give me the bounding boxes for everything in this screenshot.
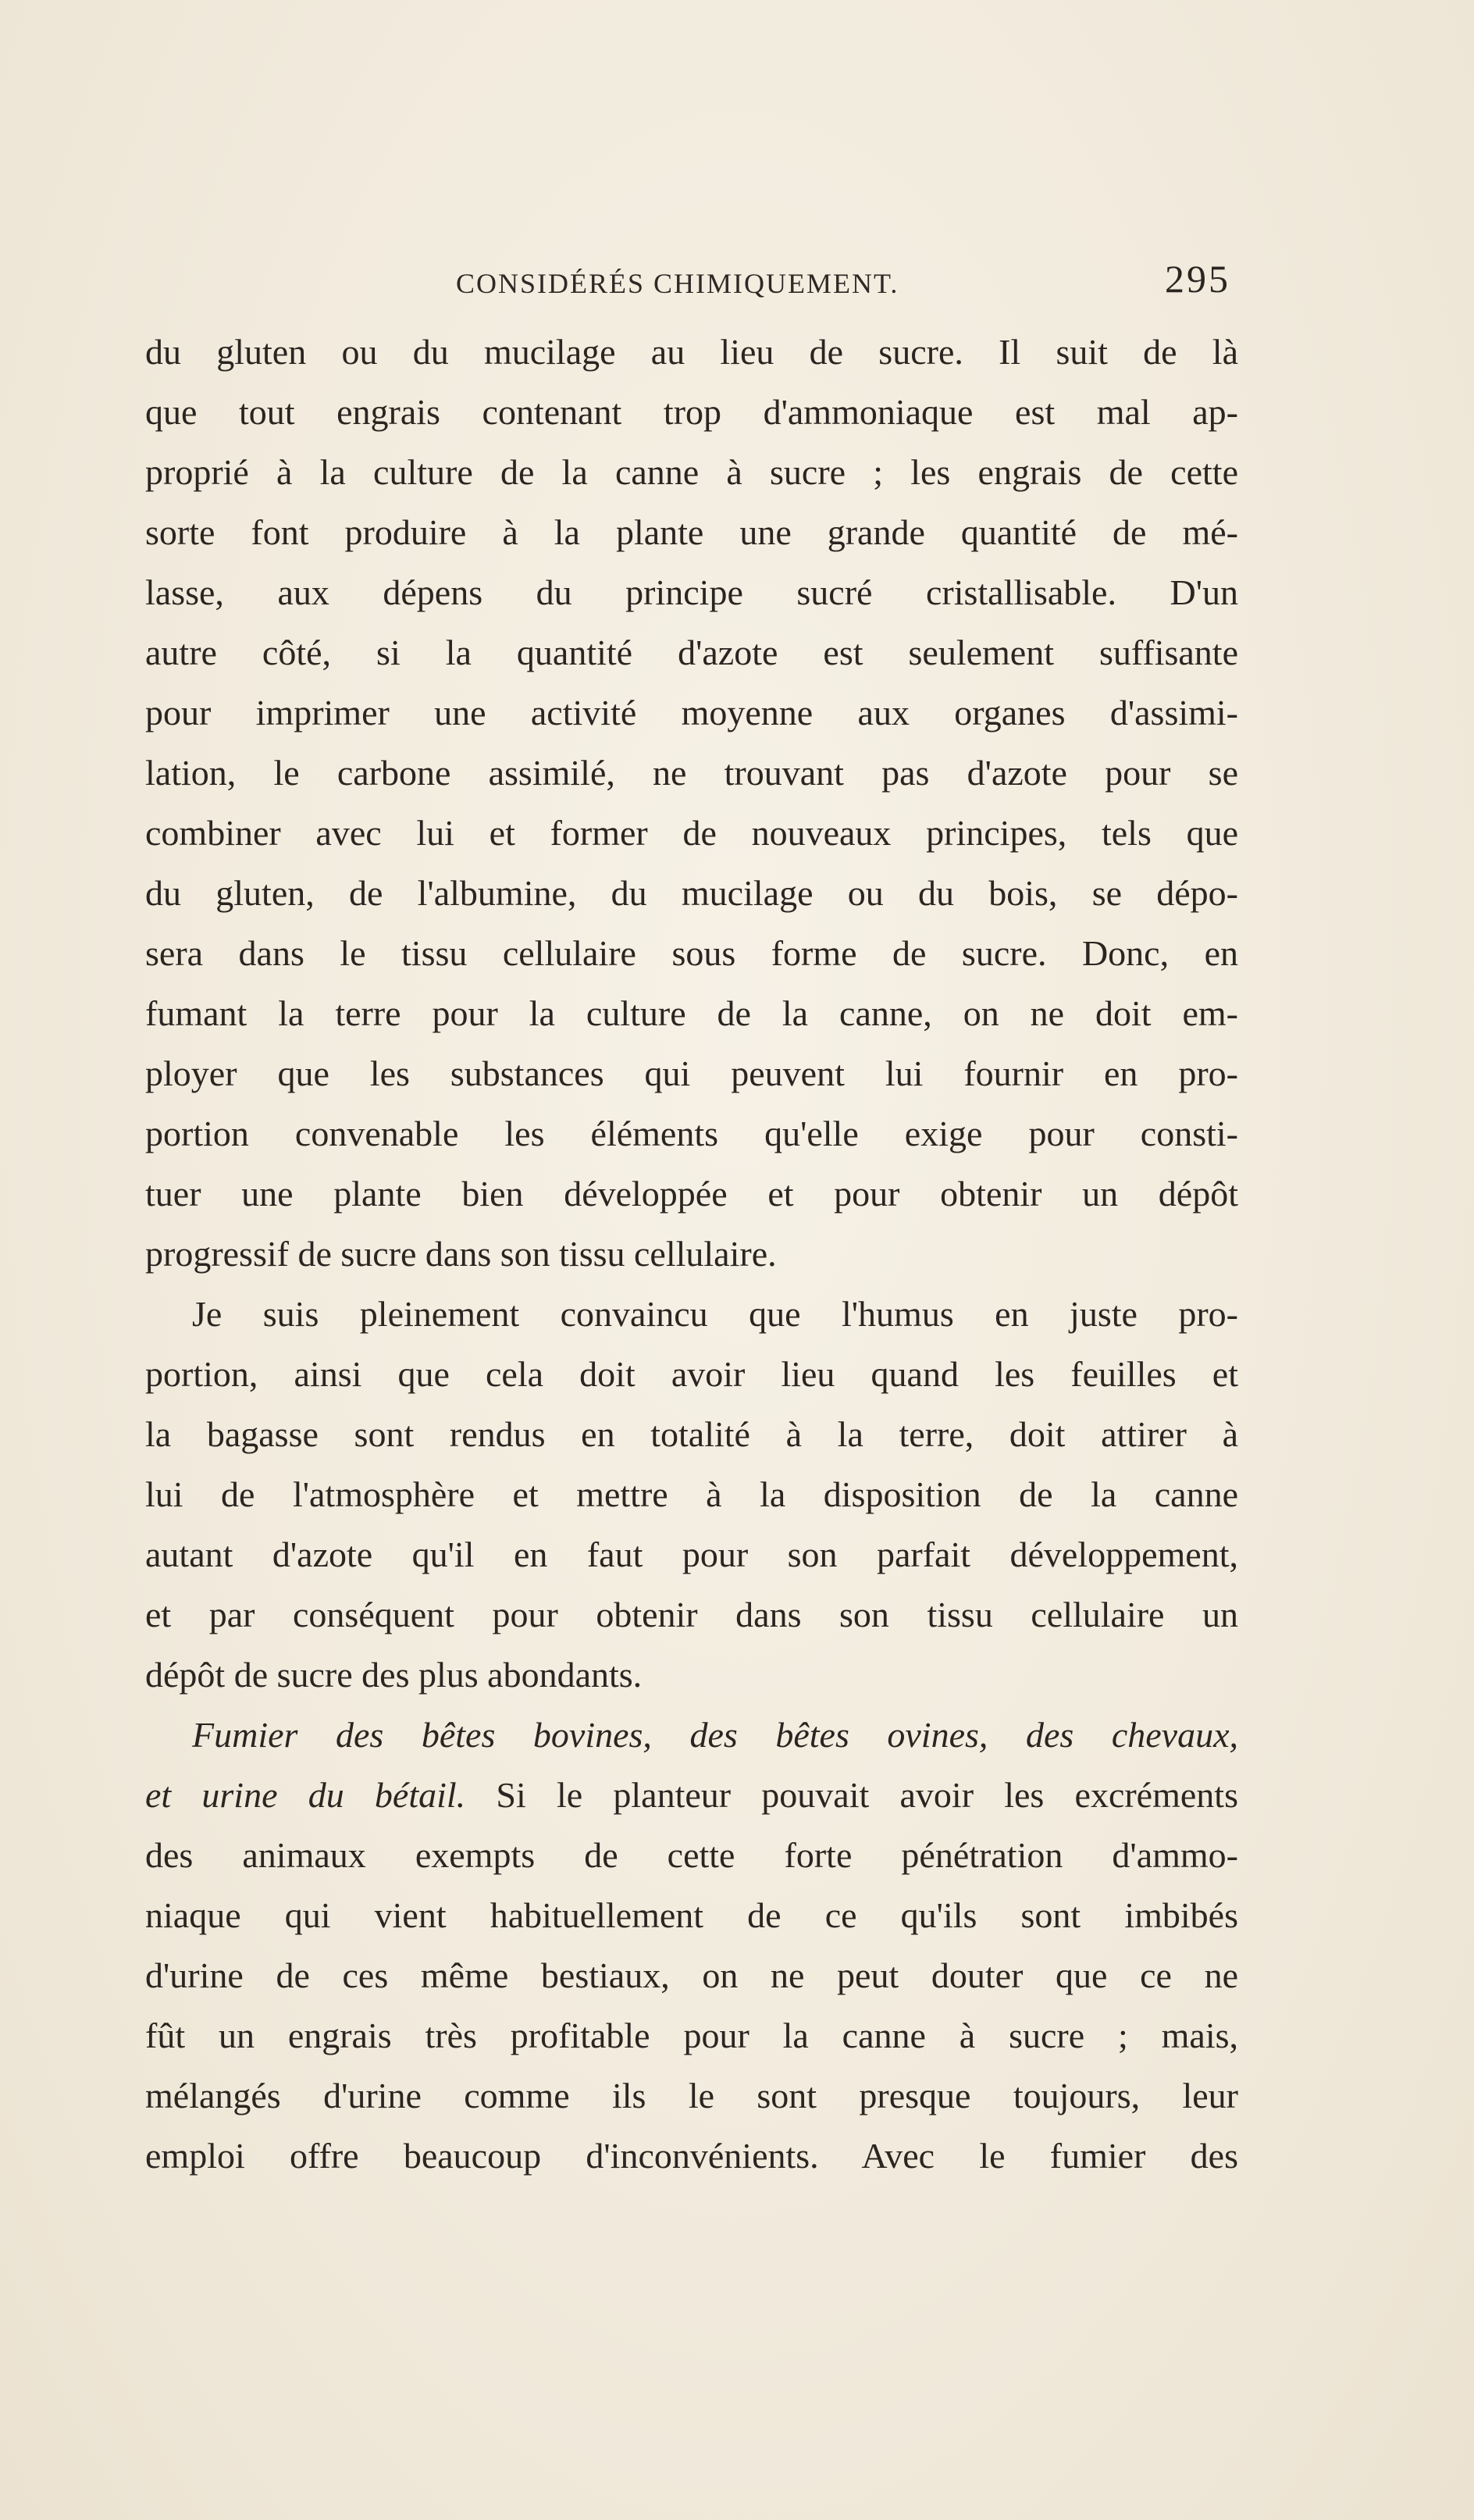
text-line: fût un engrais très profitable pour la canne à sucre ; mais,	[145, 2016, 1238, 2055]
text-line: portion convenable les éléments qu'elle exige pour consti-	[145, 1114, 1238, 1153]
text-line: portion, ainsi que cela doit avoir lieu quand les feuilles et	[145, 1354, 1238, 1394]
section-heading-italic: et urine du bétail.	[145, 1775, 466, 1815]
text-run: Si le planteur pouvait avoir les excréments	[465, 1775, 1238, 1815]
text-line: tuer une plante bien développée et pour obtenir un dépôt	[145, 1174, 1238, 1214]
text-line: lui de l'atmosphère et mettre à la disposition de la canne	[145, 1474, 1238, 1514]
text-line: autre côté, si la quantité d'azote est seulement suffisante	[145, 633, 1238, 672]
running-head: CONSIDÉRÉS CHIMIQUEMENT.	[456, 268, 899, 299]
text-line: pour imprimer une activité moyenne aux organes d'assimi-	[145, 693, 1238, 732]
text-line: proprié à la culture de la canne à sucre ; les engrais de cette	[145, 452, 1238, 492]
text-line: d'urine de ces même bestiaux, on ne peut douter que ce ne	[145, 1955, 1238, 1995]
text-line: lation, le carbone assimilé, ne trouvant pas d'azote pour se	[145, 753, 1238, 793]
text-line: et par conséquent pour obtenir dans son tissu cellulaire un	[145, 1595, 1238, 1634]
page-number: 295	[1165, 257, 1230, 301]
text-line	[145, 1765, 1238, 1825]
text-line: du gluten ou du mucilage au lieu de sucre. Il suit de là	[145, 332, 1238, 372]
text-line: combiner avec lui et former de nouveaux principes, tels que	[145, 813, 1238, 853]
text-line: Je suis pleinement convaincu que l'humus en juste pro-	[192, 1294, 1238, 1334]
text-line: sera dans le tissu cellulaire sous forme de sucre. Donc, en	[145, 933, 1238, 973]
text-line: autant d'azote qu'il en faut pour son parfait développement,	[145, 1534, 1238, 1574]
text-line: mélangés d'urine comme ils le sont presque toujours, leur	[145, 2076, 1238, 2115]
text-line: progressif de sucre dans son tissu cellulaire.	[145, 1234, 777, 1274]
paragraph-3	[145, 1705, 1238, 2186]
text-line: du gluten, de l'albumine, du mucilage ou du bois, se dépo-	[145, 873, 1238, 913]
text-line: que tout engrais contenant trop d'ammoniaque est mal ap-	[145, 392, 1238, 432]
paragraph-1	[145, 322, 1238, 1284]
text-line: la bagasse sont rendus en totalité à la terre, doit attirer à	[145, 1414, 1238, 1454]
text-line: sorte font produire à la plante une grande quantité de mé-	[145, 512, 1238, 552]
text-line: ployer que les substances qui peuvent lui fournir en pro-	[145, 1053, 1238, 1093]
body-text	[145, 322, 1238, 2186]
text-line: emploi offre beaucoup d'inconvénients. Avec le fumier des	[145, 2136, 1238, 2176]
text-line: des animaux exempts de cette forte pénétration d'ammo-	[145, 1835, 1238, 1875]
text-line: lasse, aux dépens du principe sucré cristallisable. D'un	[145, 572, 1238, 612]
text-line: fumant la terre pour la culture de la canne, on ne doit em-	[145, 993, 1238, 1033]
paragraph-2	[145, 1284, 1238, 1705]
text-line: dépôt de sucre des plus abondants.	[145, 1655, 643, 1695]
text-line	[145, 1705, 1238, 1765]
page-header	[145, 248, 1230, 311]
text-line: niaque qui vient habituellement de ce qu'ils sont imbibés	[145, 1895, 1238, 1935]
section-heading-italic: Fumier des bêtes bovines, des bêtes ovines, des chevaux,	[192, 1715, 1238, 1755]
